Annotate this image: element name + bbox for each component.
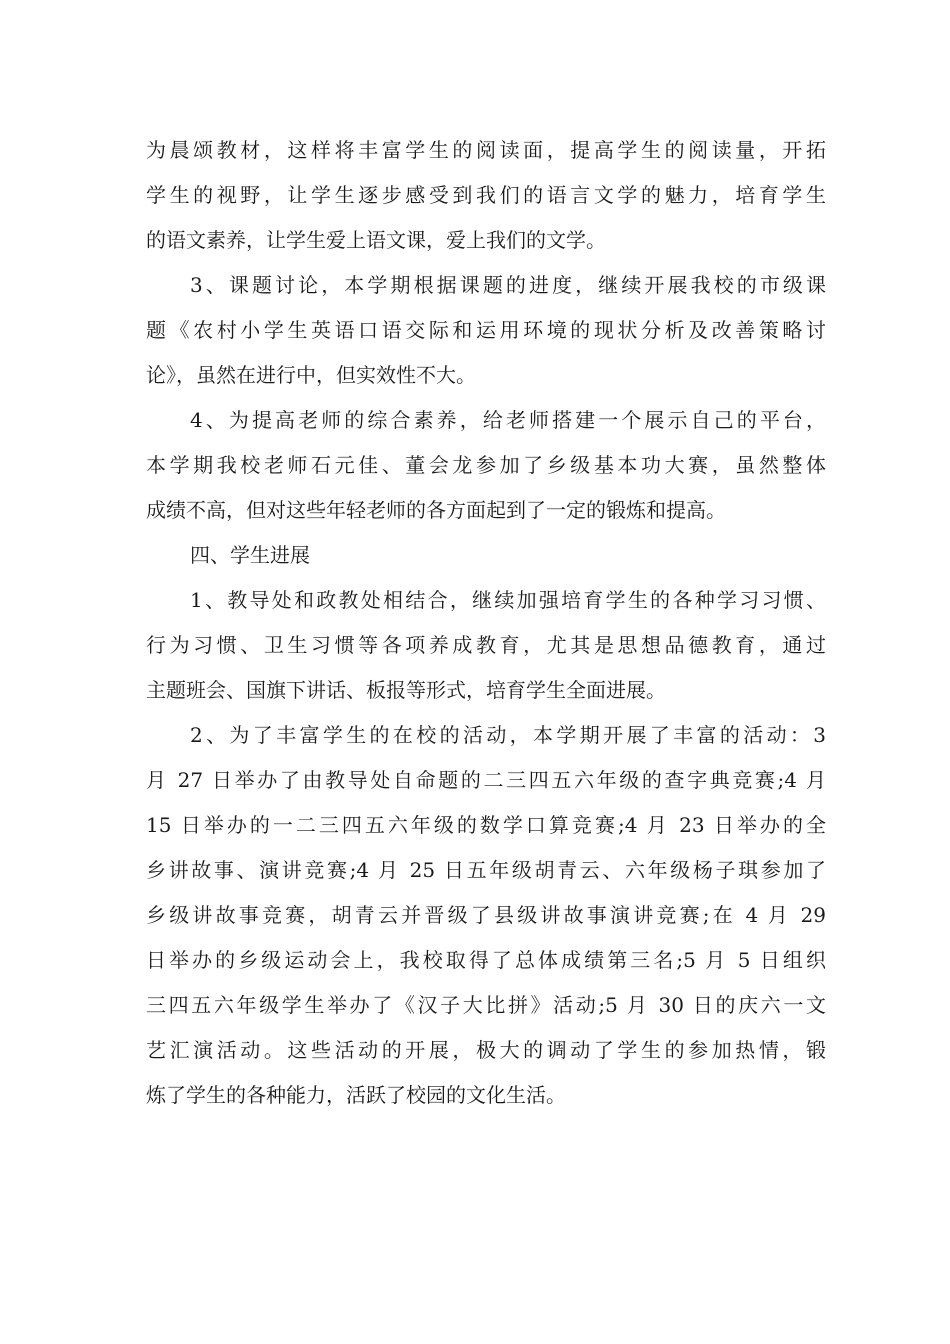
text-line: 三四五六年级学生举办了《汉子大比拼》活动;5 月 30 日的庆六一文 — [146, 993, 826, 1017]
text-line: 月 27 日举办了由教导处自命题的二三四五六年级的查字典竞赛;4 月 — [146, 768, 826, 792]
text-line: 学生的视野，让学生逐步感受到我们的语言文学的魅力，培育学生 — [146, 183, 826, 207]
text-line: 1、教导处和政教处相结合，继续加强培育学生的各种学习习惯、 — [190, 588, 826, 612]
document-body — [146, 128, 826, 1118]
text-line: 3、课题讨论，本学期根据课题的进度，继续开展我校的市级课 — [190, 273, 826, 297]
text-line: 论》，虽然在进行中，但实效性不大。 — [146, 363, 476, 387]
text-line: 题《农村小学生英语口语交际和运用环境的现状分析及改善策略讨 — [146, 318, 826, 342]
text-line: 乡级讲故事竞赛，胡青云并晋级了县级讲故事演讲竞赛;在 4 月 29 — [146, 903, 826, 927]
text-line: 的语文素养，让学生爱上语文课，爱上我们的文学。 — [146, 228, 606, 252]
text-line: 炼了学生的各种能力，活跃了校园的文化生活。 — [146, 1083, 566, 1107]
text-line: 艺汇演活动。这些活动的开展，极大的调动了学生的参加热情，锻 — [146, 1038, 826, 1062]
text-line: 15 日举办的一二三四五六年级的数学口算竞赛;4 月 23 日举办的全 — [146, 813, 826, 837]
text-line: 为晨颂教材，这样将丰富学生的阅读面，提高学生的阅读量，开拓 — [146, 138, 826, 162]
text-line: 乡讲故事、演讲竞赛;4 月 25 日五年级胡青云、六年级杨子琪参加了 — [146, 858, 826, 882]
text-line: 本学期我校老师石元佳、董会龙参加了乡级基本功大赛，虽然整体 — [146, 453, 826, 477]
text-line: 4、为提高老师的综合素养，给老师搭建一个展示自己的平台， — [190, 408, 826, 432]
text-line: 2、为了丰富学生的在校的活动，本学期开展了丰富的活动：3 — [190, 723, 826, 747]
text-line: 日举办的乡级运动会上，我校取得了总体成绩第三名;5 月 5 日组织 — [146, 948, 826, 972]
text-line: 行为习惯、卫生习惯等各项养成教育，尤其是思想品德教育，通过 — [146, 633, 826, 657]
text-line: 成绩不高，但对这些年轻老师的各方面起到了一定的锻炼和提高。 — [146, 498, 726, 522]
text-line: 主题班会、国旗下讲话、板报等形式，培育学生全面进展。 — [146, 678, 666, 702]
section-heading: 四、学生进展 — [190, 543, 310, 567]
